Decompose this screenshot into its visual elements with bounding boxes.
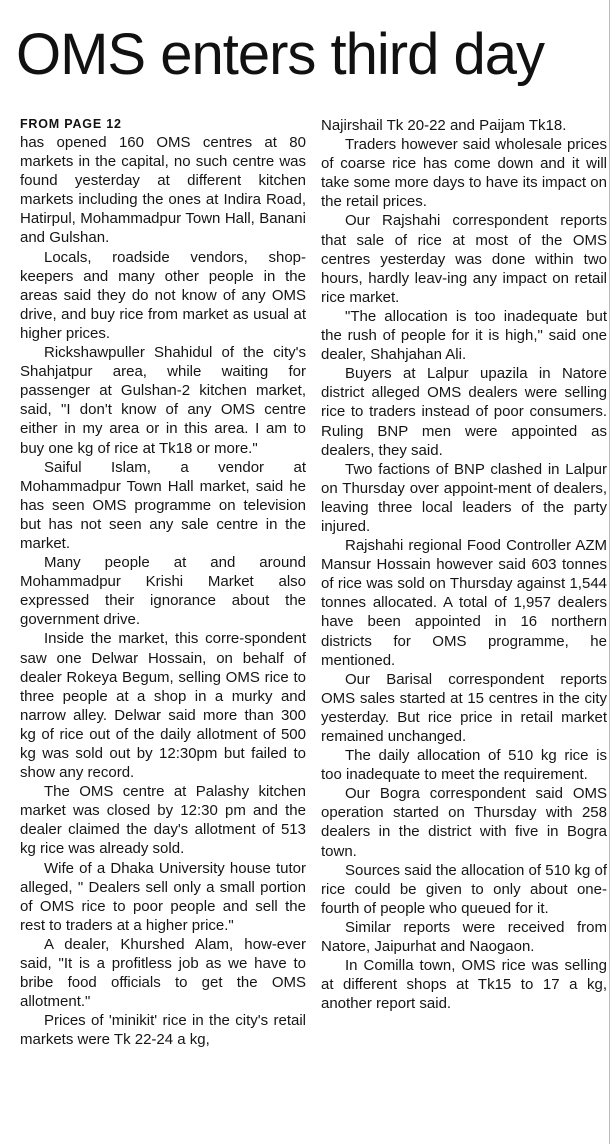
article-paragraph: Prices of 'minikit' rice in the city's retail markets were Tk 22-24 a kg, bbox=[20, 1012, 306, 1049]
article-paragraph: "The allocation is too inadequate but the rush of people for it is high," said one dealer, Shahjahan Ali. bbox=[321, 307, 607, 364]
article-column-left bbox=[20, 116, 306, 1144]
article-paragraph: The OMS centre at Palashy kitchen market was closed by 12:30 pm and the dealer claimed the day's allotment of 513 kg rice was already sold. bbox=[20, 783, 306, 858]
page-edge-rule bbox=[609, 0, 610, 1144]
article-paragraph: Wife of a Dhaka University house tutor alleged, " Dealers sell only a small portion of OMS rice to poor people and sell the rest to traders at a higher price." bbox=[20, 859, 306, 934]
article-paragraph: Buyers at Lalpur upazila in Natore district alleged OMS dealers were selling rice to traders instead of poor consumers. Ruling BNP men were appointed as dealers, they said. bbox=[321, 365, 607, 459]
continued-from-label: FROM PAGE 12 bbox=[20, 117, 122, 131]
article-paragraph: Sources said the allocation of 510 kg of rice could be given to only about one-fourth of people who queued for it. bbox=[321, 861, 607, 917]
article-paragraph: Many people at and around Mohammadpur Krishi Market also expressed their ignorance about the government drive. bbox=[20, 554, 306, 629]
article-paragraph: Rickshawpuller Shahidul of the city's Shahjatpur area, while waiting for passenger at Gulshan-2 kitchen market, said, "I don't know of any OMS centre either in my area or in this area. I am to buy one kg of rice at Tk18 or more." bbox=[20, 344, 306, 457]
article-paragraph: Our Barisal correspondent reports OMS sales started at 15 centres in the city yesterday. But rice price in retail market remained unchanged. bbox=[321, 670, 607, 745]
article-paragraph: Saiful Islam, a vendor at Mohammadpur Town Hall market, said he has seen OMS programme on television but has not seen any sale centre in the market. bbox=[20, 458, 306, 552]
article-paragraph: has opened 160 OMS centres at 80 markets in the capital, no such centre was found yesterday at different kitchen markets including the ones at Indira Road, Hatirpul, Mohammadpur Town Hall, Banani and Gulshan. bbox=[20, 134, 306, 247]
article-paragraph: Our Rajshahi correspondent reports that sale of rice at most of the OMS centres yesterday was done within two hours, hardly leav-ing any impact on retail rice market. bbox=[321, 212, 607, 306]
article-paragraph: In Comilla town, OMS rice was selling at different shops at Tk15 to 17 a kg, another report said. bbox=[321, 957, 607, 1013]
article-paragraph: Locals, roadside vendors, shop-keepers and many other people in the areas said they do not know of any OMS drive, and buy rice from market as usual at higher prices. bbox=[20, 248, 306, 342]
article-paragraph: Two factions of BNP clashed in Lalpur on Thursday over appoint-ment of dealers, leaving three local leaders of the party injured. bbox=[321, 460, 607, 535]
article-paragraph: Our Bogra correspondent said OMS operation started on Thursday with 258 dealers in the district with five in Bogra town. bbox=[321, 785, 607, 860]
article-paragraph: Najirshail Tk 20-22 and Paijam Tk18. bbox=[321, 117, 567, 134]
article-column-right bbox=[321, 116, 607, 1144]
article-headline: OMS enters third day bbox=[16, 22, 544, 87]
article-paragraph: The daily allocation of 510 kg rice is too inadequate to meet the requirement. bbox=[321, 747, 607, 784]
article-paragraph: Inside the market, this corre-spondent saw one Delwar Hossain, on behalf of dealer Rokeya Begum, selling OMS rice to three people at a shop in a murky and narrow alley. Delwar said more than 300 kg of rice out of the daily allotment of 500 kg was sold out by 12:30pm but failed to show any record. bbox=[20, 630, 306, 782]
article-paragraph: Traders however said wholesale prices of coarse rice has come down and it will take some more days to have its impact on the retail prices. bbox=[321, 136, 607, 211]
article-paragraph: Similar reports were received from Natore, Jaipurhat and Naogaon. bbox=[321, 918, 607, 956]
article-paragraph: Rajshahi regional Food Controller AZM Mansur Hossain however said 603 tonnes of rice was sold on Thursday against 1,544 tonnes allocated. A total of 1,957 dealers have been appointed in 16 northern districts for OMS programme, he mentioned. bbox=[321, 537, 607, 669]
article-paragraph: A dealer, Khurshed Alam, how-ever said, "It is a profitless job as we have to bribe food officials to get the OMS allotment." bbox=[20, 935, 306, 1011]
